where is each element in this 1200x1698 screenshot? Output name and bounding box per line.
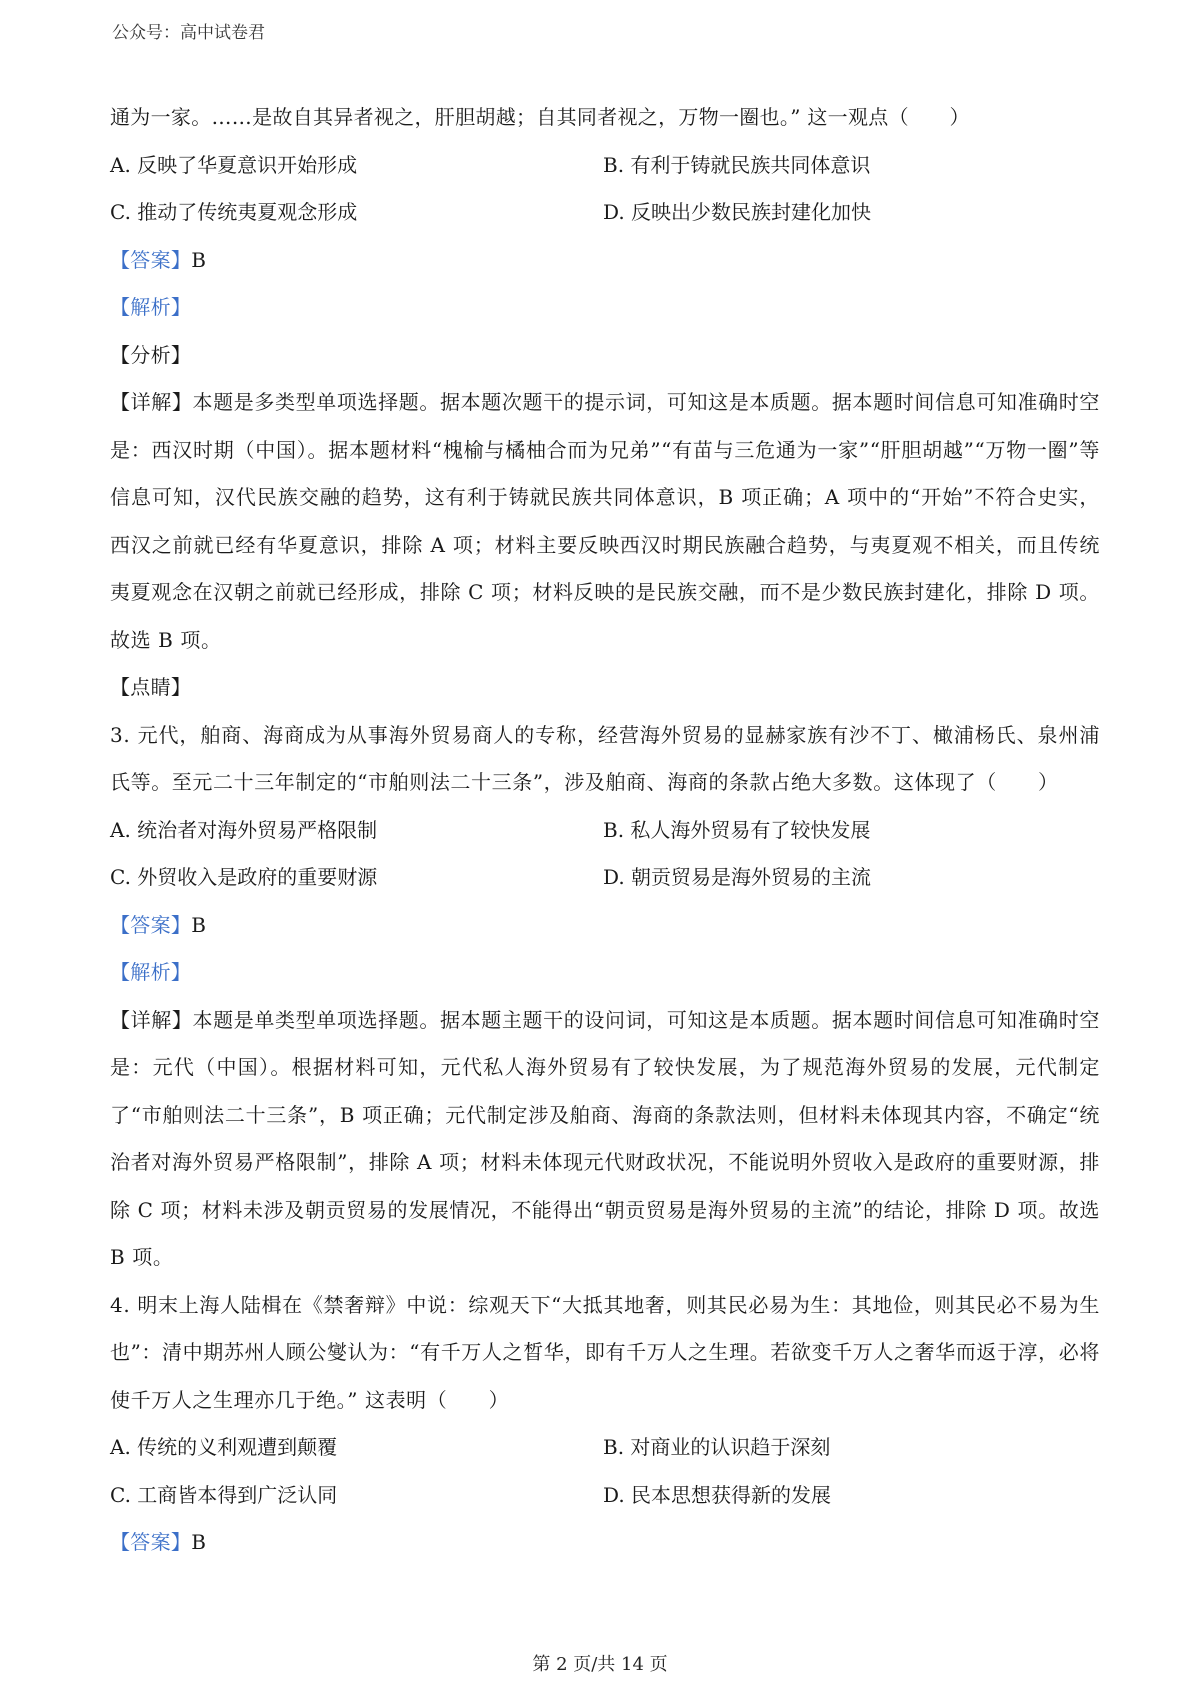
q2-detail-text: 本题是多类型单项选择题。据本题次题干的提示词，可知这是本质题。据本题时间信息可知准确时空是：西汉时期（中国）。据本题材料“槐榆与橘柚合而为兄弟”“有苗与三危通为一家”“肝胆胡越”“万物一圈”等信息可知，汉代民族交融的趋势，这有利于铸就民族共同体意识，B 项正确；A 项中的“开始”不符合史实，西汉之前就已经有华夏意识，排除 A 项；材料主要反映西汉时期民族融合趋势，与夷夏观不相关，而且传统夷夏观念在汉朝之前就已经形成，排除 C 项；材料反映的是民族交融，而不是少数民族封建化，排除 D 项。故选 B 项。 [110, 390, 1101, 652]
q2-detail-tag: 【详解】 [110, 390, 193, 414]
q4-answer: B [191, 1530, 207, 1554]
q2-fenxi-tag: 【分析】 [110, 342, 192, 367]
q4-stem: 4. 明末上海人陆楫在《禁奢辩》中说：综观天下“大抵其地奢，则其民必易为生：其地俭，则其民必不易为生也”：清中期苏州人顾公燮认为：“有千万人之晳华，即有千万人之生理。若欲变千万人之奢华而返于淳，必将使千万人之生理亦几于绝。” 这表明（ ） [110, 1292, 1100, 1412]
q3-option-b: B. 私人海外贸易有了较快发展 [603, 817, 871, 842]
q3-answer-line [110, 902, 1100, 950]
q4-options-row-2 [110, 1472, 1100, 1520]
q2-answer-tag: 【答案】 [110, 247, 192, 272]
q4-answer-line [110, 1519, 1100, 1567]
q2-dianjing-tag: 【点睛】 [110, 675, 192, 699]
q3-answer-tag: 【答案】 [110, 912, 192, 937]
source-header: 公众号：高中试卷君 [112, 23, 265, 43]
q3-options-row-1 [110, 807, 1100, 855]
q4-option-c: C. 工商皆本得到广泛认同 [110, 1482, 338, 1507]
q3-answer: B [191, 912, 207, 937]
q2-analysis-tag: 【解析】 [110, 295, 192, 319]
q3-detail-tag: 【详解】 [110, 1007, 193, 1032]
q2-option-c: C. 推动了传统夷夏观念形成 [110, 200, 358, 224]
q2-detail [110, 379, 1100, 664]
q4-option-a: A. 传统的义利观遭到颠覆 [110, 1435, 338, 1459]
q3-stem: 3. 元代，舶商、海商成为从事海外贸易商人的专称，经营海外贸易的显赫家族有沙不丁、橄浦杨氏、泉州浦氏等。至元二十三年制定的“市舶则法二十三条”，涉及舶商、海商的条款占绝大多数。这体现了（ ） [110, 722, 1100, 794]
q3-option-d: D. 朝贡贸易是海外贸易的主流 [603, 865, 872, 889]
page-number: 第 2 页/共 14 页 [532, 1654, 668, 1675]
q4-option-d: D. 民本思想获得新的发展 [603, 1482, 832, 1507]
q2-stem-tail: 通为一家。……是故自其异者视之，肝胆胡越；自其同者视之，万物一圈也。” 这一观点（ ） [110, 105, 970, 129]
q4-options-row-1 [110, 1424, 1100, 1472]
q3-analysis-tag: 【解析】 [110, 960, 192, 984]
q4-answer-tag: 【答案】 [110, 1530, 192, 1554]
q3-detail-text: 本题是单类型单项选择题。据本题主题干的设问词，可知这是本质题。据本题时间信息可知准确时空是：元代（中国）。根据材料可知，元代私人海外贸易有了较快发展，为了规范海外贸易的发展，元代制定了“市舶则法二十三条”，B 项正确；元代制定涉及舶商、海商的条款法则，但材料未体现其内容，不确定“统治者对海外贸易严格限制”，排除 A 项；材料未体现元代财政状况，不能说明外贸收入是政府的重要财源，排除 C 项；材料未涉及朝贡贸易的发展情况，不能得出“朝贡贸易是海外贸易的主流”的结论，排除 D 项。故选 B 项。 [110, 1007, 1101, 1269]
q2-option-a: A. 反映了华夏意识开始形成 [110, 152, 358, 177]
q4-option-b: B. 对商业的认识趋于深刻 [603, 1435, 831, 1459]
q2-answer-line [110, 237, 1100, 285]
q3-options-row-2 [110, 854, 1100, 902]
q3-detail [110, 997, 1100, 1282]
document-body [110, 94, 1100, 1567]
q3-option-a: A. 统治者对海外贸易严格限制 [110, 817, 378, 842]
q2-options-row-2 [110, 189, 1100, 237]
q2-answer: B [191, 247, 207, 272]
q2-option-b: B. 有利于铸就民族共同体意识 [603, 152, 871, 177]
q3-option-c: C. 外贸收入是政府的重要财源 [110, 865, 378, 889]
q2-options-row-1 [110, 142, 1100, 190]
q2-option-d: D. 反映出少数民族封建化加快 [603, 200, 872, 224]
